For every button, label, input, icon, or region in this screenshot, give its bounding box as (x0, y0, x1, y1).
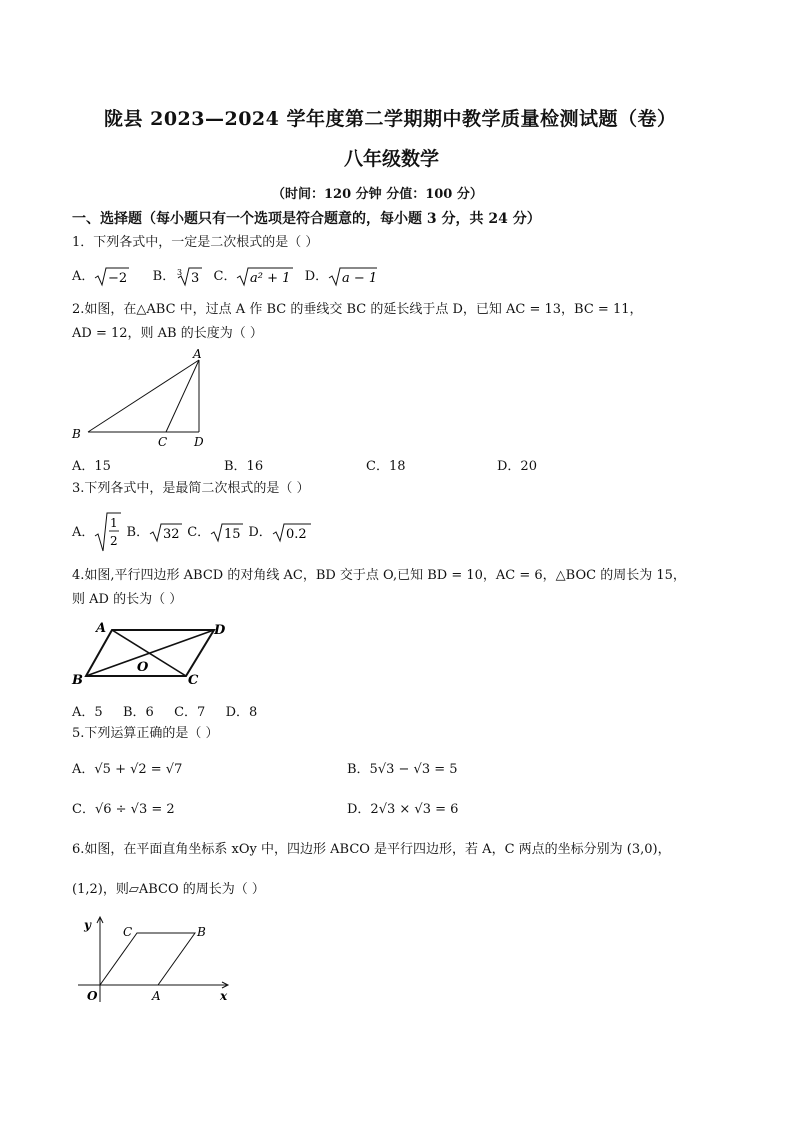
q3-options (72, 510, 312, 554)
q3-option-b: B． 32 (127, 525, 188, 540)
q4-options (72, 701, 257, 720)
q1-option-d: D． a − 1 (305, 269, 378, 284)
label-b: B (197, 925, 206, 939)
sqrt-fraction-symbol (94, 510, 122, 554)
q2-option-d: D．20 (497, 459, 537, 474)
label-d: D (214, 623, 226, 638)
q2-option-a: A．15 (72, 459, 111, 474)
q2-triangle-figure (68, 344, 218, 450)
label-a: A (193, 347, 202, 361)
svg-text:a − 1: a − 1 (342, 271, 378, 286)
exam-subtitle: 八年级数学 (344, 148, 440, 170)
q2-option-b: B．16 (224, 459, 264, 474)
q4-option-c: C．7 (174, 705, 206, 720)
q4-option-a: A．5 (72, 705, 103, 720)
label-a: A (96, 621, 107, 636)
label-d: D (194, 435, 204, 449)
q3-option-c: C． 15 (187, 525, 248, 540)
q3-option-d: D． 0.2 (248, 525, 311, 540)
q5-stem: 5.下列运算正确的是（ ） (72, 726, 219, 741)
q2-stem-line1: 2.如图，在△ABC 中，过点 A 作 BC 的垂线交 BC 的延长线于点 D，已知 AC = 13，BC = 11， (72, 302, 643, 317)
q6-stem-line2: (1,2)，则▱ABCO 的周长为（ ） (72, 882, 265, 897)
sqrt-symbol (210, 520, 244, 544)
q6-coordinate-figure (72, 912, 238, 1008)
exam-title: 陇县 2023—2024 学年度第二学期期中教学质量检测试题（卷） (104, 108, 677, 130)
q1-option-a: A． −2 (72, 269, 135, 284)
q5-option-b: B．5√3 − √3 = 5 (347, 762, 458, 777)
sqrt-symbol (236, 264, 294, 288)
sqrt-symbol (149, 520, 183, 544)
q1-options (72, 264, 378, 288)
label-b: B (72, 427, 81, 441)
label-x: x (220, 989, 228, 1003)
q3-stem: 3.下列各式中，是最简二次根式的是（ ） (72, 481, 310, 496)
q2-stem-line2: AD = 12，则 AB 的长度为（ ） (72, 326, 263, 341)
svg-text:2: 2 (110, 534, 119, 548)
sqrt-symbol (94, 264, 130, 288)
q4-option-d: D．8 (225, 705, 258, 720)
q4-parallelogram-figure (68, 616, 236, 690)
label-c: C (123, 925, 133, 939)
svg-text:−2: −2 (108, 271, 128, 286)
svg-text:1: 1 (110, 516, 119, 530)
label-c: C (158, 435, 168, 449)
label-o: O (87, 989, 98, 1003)
q5-option-d: D．2√3 × √3 = 6 (347, 802, 459, 817)
q3-option-a: A． 1 2 (72, 525, 127, 540)
q6-stem-line1: 6.如图，在平面直角坐标系 xOy 中，四边形 ABCO 是平行四边形，若 A，C 两点的坐标分别为 (3,0)， (72, 842, 671, 857)
q1-option-b: B． 3 3 (153, 269, 208, 284)
q4-stem-line2: 则 AD 的长为（ ） (72, 592, 183, 607)
parallelogram-abco (100, 933, 195, 985)
svg-text:3: 3 (191, 271, 200, 286)
label-o: O (137, 660, 149, 675)
q1-option-c: C． a² + 1 (214, 269, 299, 284)
label-c: C (188, 673, 199, 688)
exam-info: （时间：120 分钟 分值：100 分） (272, 187, 483, 202)
svg-text:0.2: 0.2 (285, 527, 307, 542)
q1-stem: 1．下列各式中，一定是二次根式的是（ ） (72, 235, 319, 250)
label-b: B (72, 673, 83, 688)
cube-root-symbol (175, 264, 203, 288)
sqrt-symbol (328, 264, 378, 288)
q4-stem-line1: 4.如图,平行四边形 ABCD 的对角线 AC，BD 交于点 O,已知 BD = 10，AC = 6，△BOC 的周长为 15， (72, 568, 686, 583)
label-y: y (84, 918, 91, 932)
q5-option-a: A．√5 + √2 = √7 (72, 762, 183, 777)
q5-option-c: C．√6 ÷ √3 = 2 (72, 802, 175, 817)
svg-text:a² + 1: a² + 1 (250, 271, 291, 286)
q4-option-b: B．6 (122, 705, 154, 720)
diagonal-bd (86, 630, 214, 676)
label-a: A (152, 989, 161, 1003)
section-heading: 一、选择题（每小题只有一个选项是符合题意的，每小题 3 分，共 24 分） (72, 211, 541, 227)
svg-text:3: 3 (177, 268, 183, 277)
q2-option-c: C．18 (366, 459, 406, 474)
svg-text:15: 15 (224, 527, 241, 542)
sqrt-symbol (272, 520, 312, 544)
svg-text:32: 32 (163, 527, 180, 542)
